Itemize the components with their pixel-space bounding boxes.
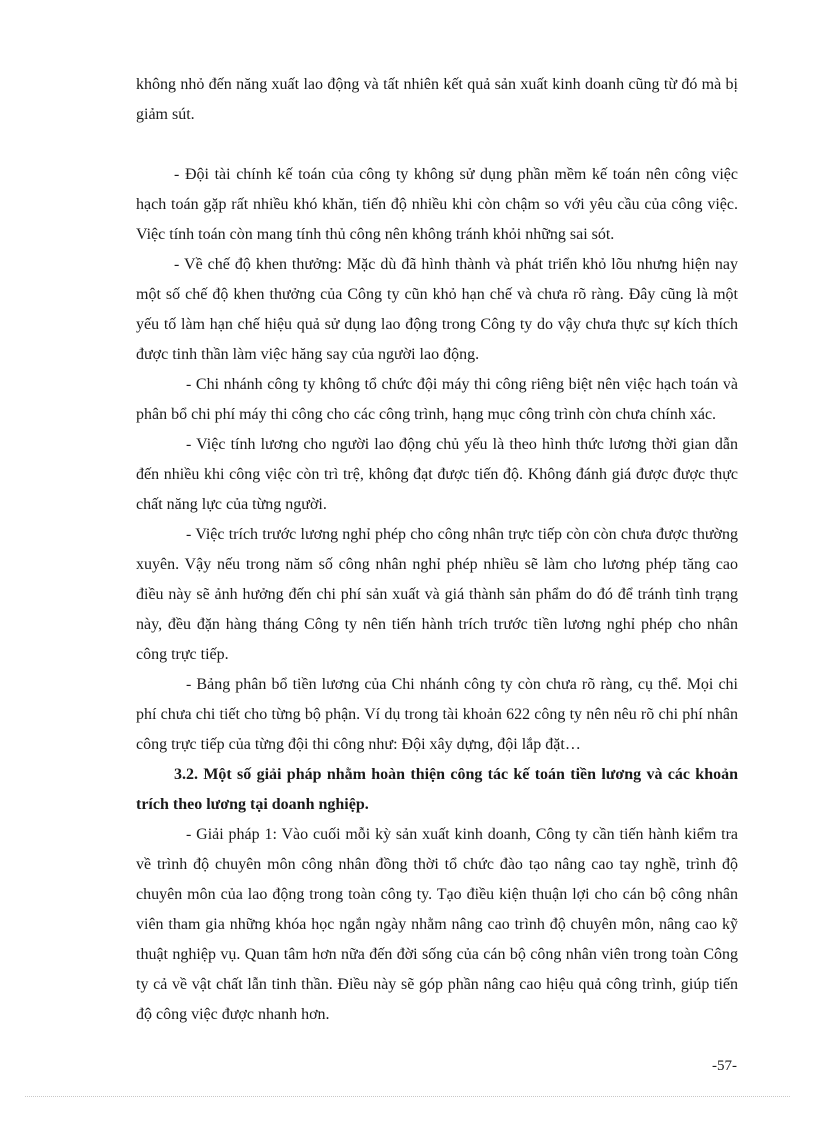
page-number: -57-: [712, 1058, 737, 1074]
section-heading: 3.2. Một số giải pháp nhằm hoàn thiện công tác kế toán tiền lương và các khoản trích theo lương tại doanh nghiệp.: [136, 766, 738, 813]
paragraph-solution-1: - Giải pháp 1: Vào cuối mỗi kỳ sản xuất kinh doanh, Công ty cần tiến hành kiểm tra về trình độ chuyên môn công nhân đồng thời tổ chức đào tạo nâng cao tay nghề, trình độ chuyên môn của lao động trong toàn công ty. Tạo điều kiện thuận lợi cho cán bộ công nhân viên tham gia những khóa học ngắn ngày nhằm nâng cao trình độ chuyên môn, nâng cao kỹ thuật nghiệp vụ. Quan tâm hơn nữa đến đời sống của cán bộ công nhân viên trong toàn Công ty cả về vật chất lẫn tinh thần. Điều này sẽ góp phần nâng cao hiệu quả công trình, giúp tiến độ công việc được nhanh hơn.: [136, 826, 738, 1023]
paragraph-machine-team: - Chi nhánh công ty không tổ chức đội máy thi công riêng biệt nên việc hạch toán và phân bổ chi phí máy thi công cho các công trình, hạng mục công trình còn chưa chính xác.: [136, 376, 738, 423]
paragraph-gap: [136, 130, 738, 160]
page-bottom-rule: [25, 1096, 790, 1097]
paragraph-time-wage: - Việc tính lương cho người lao động chủ yếu là theo hình thức lương thời gian dẫn đến nhiều khi công việc còn trì trệ, không đạt được tiến độ. Không đánh giá được được thực chất năng lực của từng người.: [136, 436, 738, 513]
paragraph-wage-allocation: - Bảng phân bổ tiền lương của Chi nhánh công ty còn chưa rõ ràng, cụ thể. Mọi chi phí chưa chi tiết cho từng bộ phận. Ví dụ trong tài khoản 622 công ty nên nêu rõ chi phí nhân công trực tiếp của từng đội thi công như: Đội xây dựng, đội lắp đặt…: [136, 676, 738, 753]
paragraph-continuation: không nhỏ đến năng xuất lao động và tất nhiên kết quả sản xuất kinh doanh cũng từ đó mà bị giảm sút.: [136, 76, 738, 123]
body-text: [136, 70, 738, 1030]
paragraph-accounting-software: - Đội tài chính kế toán của công ty không sử dụng phần mềm kế toán nên công việc hạch toán gặp rất nhiều khó khăn, tiến độ nhiều khi còn chậm so với yêu cầu của công việc. Việc tính toán còn mang tính thủ công nên không tránh khỏi những sai sót.: [136, 166, 738, 243]
paragraph-reward-policy: - Về chế độ khen thưởng: Mặc dù đã hình thành và phát triển khỏ lõu nhưng hiện nay một số chế độ khen thưởng của Công ty cũn khỏ hạn chế và chưa rõ ràng. Đây cũng là một yếu tố làm hạn chế hiệu quả sử dụng lao động trong Công ty do vậy chưa thực sự kích thích được tinh thần làm việc hăng say của người lao động.: [136, 256, 738, 363]
paragraph-leave-accrual: - Việc trích trước lương nghỉ phép cho công nhân trực tiếp còn còn chưa được thường xuyên. Vậy nếu trong năm số công nhân nghỉ phép nhiều sẽ làm cho lương phép tăng cao điều này sẽ ảnh hưởng đến chi phí sản xuất và giá thành sản phẩm do đó để tránh tình trạng này, đều đặn hàng tháng Công ty nên tiến hành trích trước tiền lương nghỉ phép cho nhân công trực tiếp.: [136, 526, 738, 663]
